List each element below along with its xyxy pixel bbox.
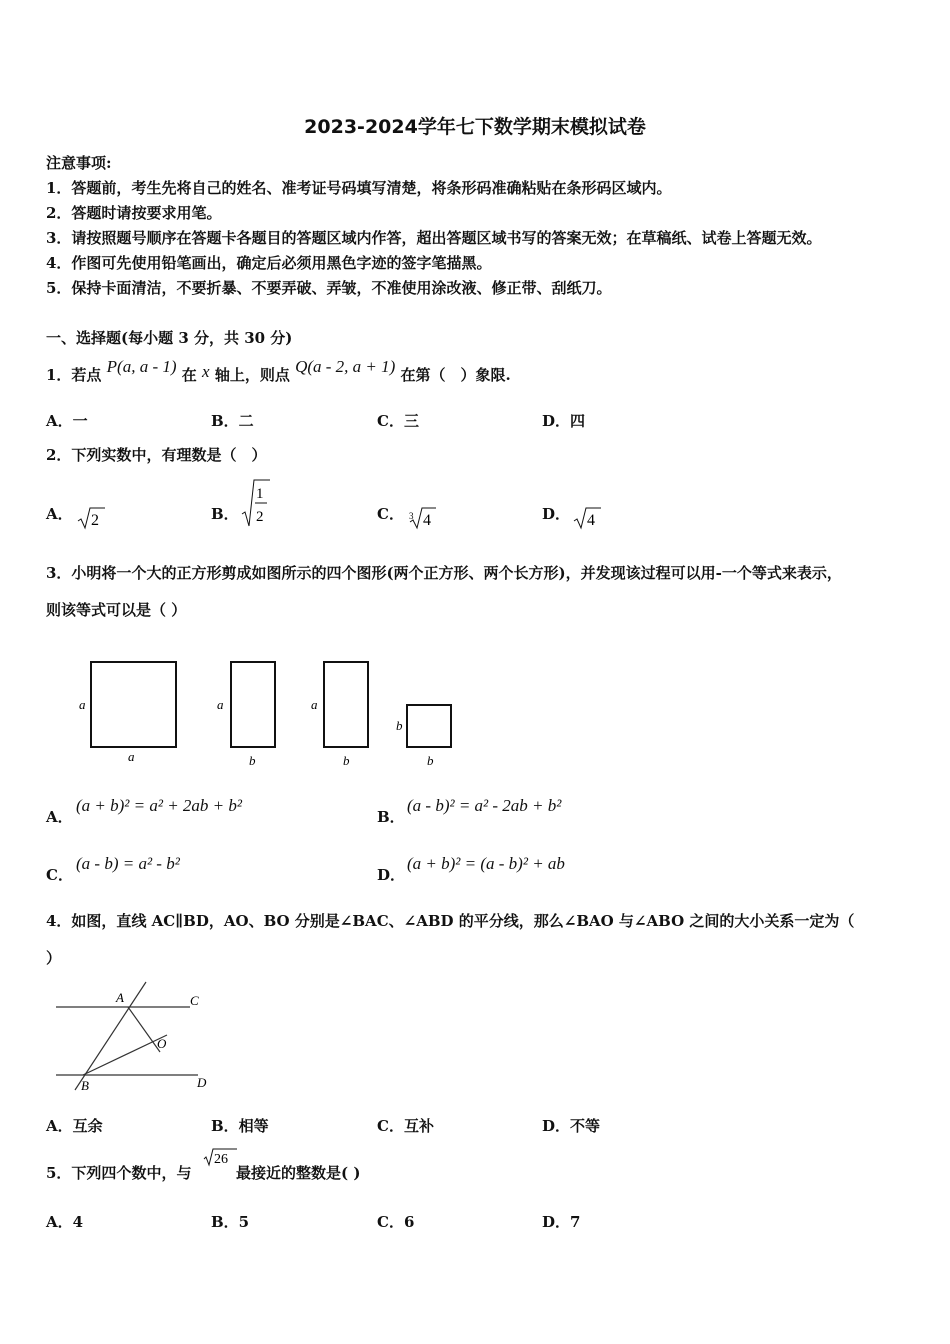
small-square: [407, 705, 451, 747]
svg-text:a: a: [311, 697, 318, 712]
q5-post: 最接近的整数是( ): [236, 1164, 361, 1182]
q3-stem-line2: 则该等式可以是（ ）: [46, 601, 187, 619]
q1-option-c[interactable]: C．三: [377, 412, 419, 430]
q2-option-d-math: [572, 505, 602, 531]
q4-option-c[interactable]: C．互补: [377, 1117, 434, 1135]
svg-text:D: D: [197, 1075, 207, 1090]
q2-c-index: 3: [409, 511, 414, 521]
svg-text:A: A: [116, 990, 124, 1005]
svg-text:b: b: [343, 753, 350, 768]
q5-sqrt-26: [202, 1147, 238, 1169]
svg-text:B: B: [81, 1078, 89, 1093]
bisector-ao: [128, 1007, 160, 1052]
notice-item-2: 2．答题时请按要求用笔。: [46, 204, 222, 222]
q1-option-a[interactable]: A．一: [46, 412, 88, 430]
q3-option-b-math: (a - b)² = a² - 2ab + b²: [407, 796, 562, 815]
svg-text:a: a: [217, 697, 224, 712]
svg-text:b: b: [427, 753, 434, 768]
q3-option-c-math: (a - b) = a² - b²: [76, 854, 180, 873]
q5-option-c[interactable]: C．6: [377, 1213, 415, 1231]
notice-item-4: 4．作图可先使用铅笔画出，确定后必须用黑色字迹的签字笔描黑。: [46, 254, 492, 272]
q1-stem: [46, 357, 511, 385]
bisector-bo: [83, 1035, 167, 1075]
q3-figure: [70, 650, 470, 775]
big-square: [91, 662, 176, 747]
rectangle-1: [231, 662, 275, 747]
q3-option-a-label[interactable]: A．: [46, 808, 73, 826]
q1-pre: 1．若点: [46, 366, 102, 384]
q3-option-d-label[interactable]: D．: [377, 866, 406, 884]
rectangle-2: [324, 662, 368, 747]
q2-option-d-label[interactable]: D．: [542, 505, 571, 523]
q4-figure: [50, 980, 220, 1095]
q4-option-b[interactable]: B．相等: [211, 1117, 269, 1135]
q4-stem-line2: ）: [46, 949, 62, 967]
q5-radicand: 26: [214, 1152, 228, 1167]
q2-b-numerator: 1: [256, 486, 264, 502]
q2-a-radicand: 2: [91, 512, 99, 529]
notice-heading: 注意事项:: [46, 154, 112, 172]
q5-option-a[interactable]: A．4: [46, 1213, 84, 1231]
q5-option-d[interactable]: D．7: [542, 1213, 581, 1231]
q4-option-a[interactable]: A．互余: [46, 1117, 103, 1135]
q3-stem-line1: 3．小明将一个大的正方形剪成如图所示的四个图形(两个正方形、两个长方形)，并发现该过程可以用-一个等式来表示，: [46, 564, 842, 582]
q1-option-b[interactable]: B．二: [211, 412, 254, 430]
q3-option-a-math: (a + b)² = a² + 2ab + b²: [76, 796, 242, 815]
q1-mid1: 在: [181, 366, 197, 384]
q3-option-b-label[interactable]: B．: [377, 808, 405, 826]
q1-post: 在第（ ）象限.: [400, 366, 511, 384]
q5-option-b[interactable]: B．5: [211, 1213, 250, 1231]
q1-point-q: Q(a - 2, a + 1): [295, 357, 396, 376]
q2-c-radicand: 4: [423, 512, 431, 529]
q2-option-a-math: [76, 505, 106, 531]
q2-option-b-math: [240, 478, 272, 532]
q4-stem-line1: 4．如图，直线 AC∥BD，AO、BO 分别是∠BAC、∠ABD 的平分线，那么∠BAO 与∠ABO 之间的大小关系一定为（: [46, 912, 855, 930]
svg-text:a: a: [128, 749, 135, 764]
page-title: 2023-2024学年七下数学期末模拟试卷: [304, 116, 646, 138]
section-heading: 一、选择题(每小题 3 分，共 30 分): [46, 329, 293, 347]
q2-b-denominator: 2: [256, 509, 264, 525]
q1-var-x: x: [202, 362, 210, 381]
q2-option-a-label[interactable]: A．: [46, 505, 73, 523]
q3-option-d-math: (a + b)² = (a - b)² + ab: [407, 854, 565, 873]
q2-option-b-label[interactable]: B．: [211, 505, 239, 523]
q1-mid2: 轴上，则点: [214, 366, 290, 384]
svg-text:C: C: [190, 993, 199, 1008]
q1-point-p: P(a, a - 1): [106, 357, 177, 376]
svg-text:a: a: [79, 697, 86, 712]
q2-option-c-label[interactable]: C．: [377, 505, 404, 523]
q1-option-d[interactable]: D．四: [542, 412, 586, 430]
q2-option-c-math: [406, 505, 438, 531]
svg-text:b: b: [396, 718, 403, 733]
q5-pre: 5．下列四个数中，与: [46, 1164, 192, 1182]
svg-text:O: O: [157, 1036, 167, 1051]
q3-option-c-label[interactable]: C．: [46, 866, 73, 884]
notice-item-1: 1．答题前，考生先将自己的姓名、准考证号码填写清楚，将条形码准确粘贴在条形码区域内。: [46, 179, 672, 197]
notice-item-5: 5．保持卡面清洁，不要折暴、不要弄破、弄皱，不准使用涂改液、修正带、刮纸刀。: [46, 279, 612, 297]
svg-text:b: b: [249, 753, 256, 768]
notice-item-3: 3．请按照题号顺序在答题卡各题目的答题区域内作答，超出答题区域书写的答案无效；在草稿纸、试卷上答题无效。: [46, 229, 822, 247]
q2-d-radicand: 4: [587, 512, 595, 529]
q4-option-d[interactable]: D．不等: [542, 1117, 601, 1135]
q2-stem: 2．下列实数中，有理数是（ ）: [46, 446, 267, 464]
